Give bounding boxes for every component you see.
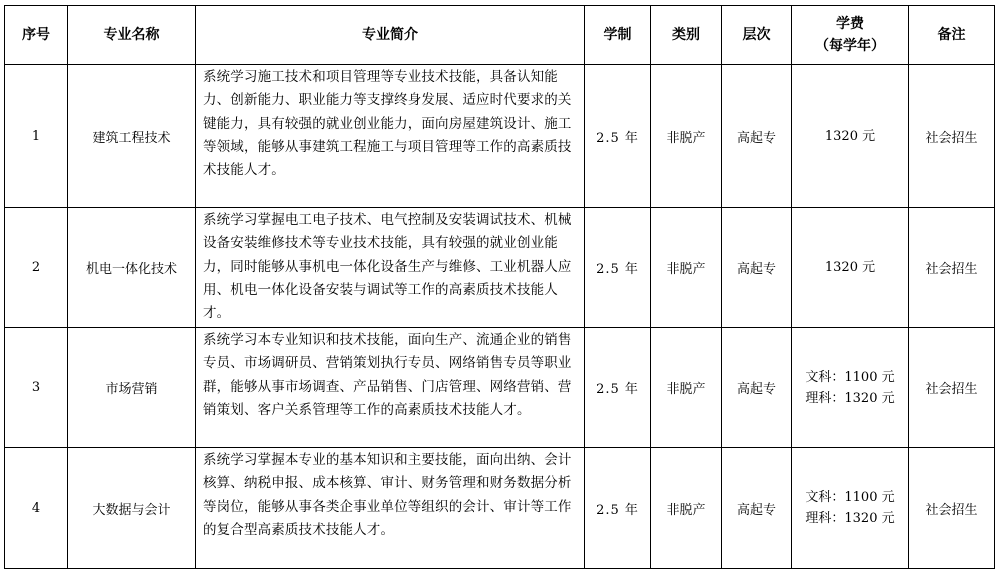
fee-line: 文科：1100 元 [805,369,895,385]
cell-fee [792,328,909,448]
cell-name: 建筑工程技术 [68,65,196,208]
table-row [5,448,995,569]
cell-years: 2.5 年 [585,208,651,328]
cell-remark: 社会招生 [909,208,995,328]
header-level: 层次 [722,6,792,65]
cell-name: 大数据与会计 [68,448,196,569]
cell-intro: 系统学习掌握电工电子技术、电气控制及安装调试技术、机械设备安装维修技术等专业技术技能，具有较强的就业创业能力，同时能够从事机电一体化设备生产与维修、工业机器人应用、机电一体化设备安装与调试等工作的高素质技术技能人才。 [196,208,585,328]
cell-intro: 系统学习掌握本专业的基本知识和主要技能，面向出纳、会计核算、纳税申报、成本核算、审计、财务管理和财务数据分析等岗位，能够从事各类企事业单位等组织的会计、审计等工作的复合型高素质技术技能人才。 [196,448,585,569]
cell-fee [792,65,909,208]
header-fee-title: 学费 [836,16,864,32]
cell-years: 2.5 年 [585,448,651,569]
header-category: 类别 [651,6,722,65]
cell-level: 高起专 [722,448,792,569]
cell-name: 机电一体化技术 [68,208,196,328]
header-row [5,6,995,65]
cell-fee [792,208,909,328]
header-fee-subtitle: （每学年） [815,38,885,54]
cell-seq: 4 [5,448,68,569]
majors-table [4,5,995,569]
fee-line: 1320 元 [824,128,876,144]
cell-years: 2.5 年 [585,328,651,448]
cell-years: 2.5 年 [585,65,651,208]
cell-seq: 3 [5,328,68,448]
table-row [5,208,995,328]
header-fee [792,6,909,65]
cell-level: 高起专 [722,65,792,208]
cell-category: 非脱产 [651,65,722,208]
cell-remark: 社会招生 [909,448,995,569]
cell-seq: 2 [5,208,68,328]
cell-category: 非脱产 [651,328,722,448]
header-name: 专业名称 [68,6,196,65]
table-row [5,65,995,208]
cell-category: 非脱产 [651,448,722,569]
cell-fee [792,448,909,569]
cell-remark: 社会招生 [909,65,995,208]
table-row [5,328,995,448]
fee-line: 1320 元 [824,260,876,275]
fee-line: 理科：1320 元 [805,511,895,526]
fee-line: 理科：1320 元 [805,390,895,406]
cell-category: 非脱产 [651,208,722,328]
header-seq: 序号 [5,6,68,65]
cell-level: 高起专 [722,208,792,328]
header-remark: 备注 [909,6,995,65]
header-years: 学制 [585,6,651,65]
cell-intro: 系统学习本专业知识和技术技能，面向生产、流通企业的销售专员、市场调研员、营销策划执行专员、网络销售专员等职业群，能够从事市场调查、产品销售、门店管理、网络营销、营销策划、客户关系管理等工作的高素质技术技能人才。 [196,328,585,448]
cell-remark: 社会招生 [909,328,995,448]
cell-level: 高起专 [722,328,792,448]
cell-intro: 系统学习施工技术和项目管理等专业技术技能，具备认知能力、创新能力、职业能力等支撑终身发展、适应时代要求的关键能力，具有较强的就业创业能力，面向房屋建筑设计、施工等领域，能够从事建筑工程施工与项目管理等工作的高素质技术技能人才。 [196,65,585,208]
cell-name: 市场营销 [68,328,196,448]
fee-line: 文科：1100 元 [805,490,895,505]
header-intro: 专业简介 [196,6,585,65]
cell-seq: 1 [5,65,68,208]
